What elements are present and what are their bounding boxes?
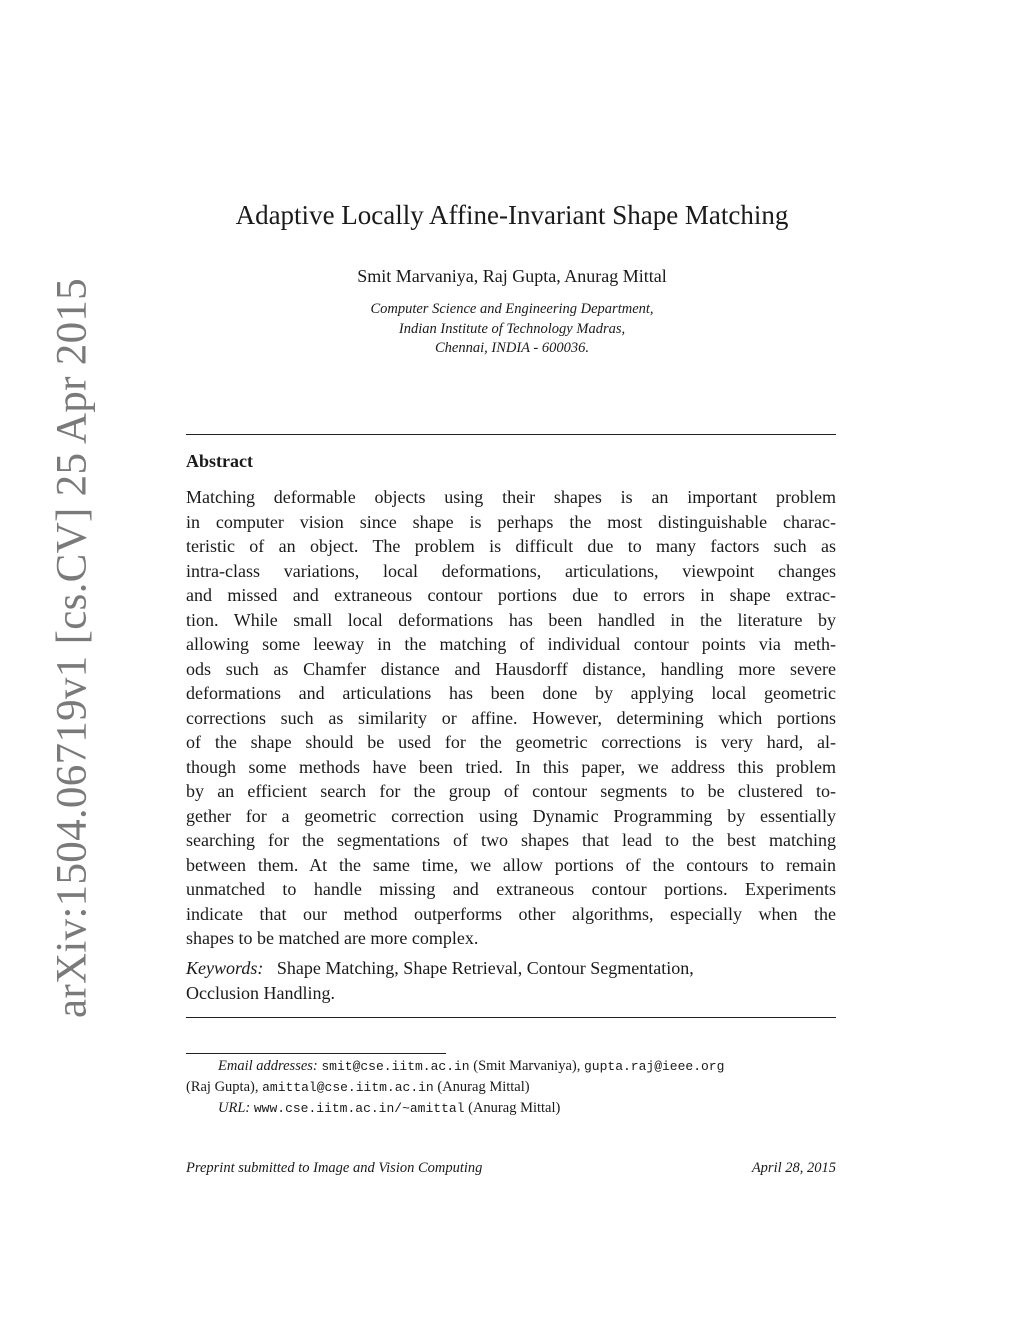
abstract-line: of the shape should be used for the geometric corrections is very hard, al-	[186, 732, 836, 752]
affiliation-line: Chennai, INDIA - 600036.	[435, 340, 589, 356]
affiliation-line: Computer Science and Engineering Department,	[370, 301, 654, 317]
author-name: (Anurag Mittal)	[437, 1079, 530, 1095]
abstract-line: by an efficient search for the group of contour segments to be clustered to-	[186, 781, 836, 801]
author-list: Smit Marvaniya, Raj Gupta, Anurag Mittal	[357, 266, 667, 286]
email-link[interactable]: smit@cse.iitm.ac.in	[321, 1059, 470, 1074]
abstract-line: searching for the segmentations of two shapes that lead to the best matching	[186, 830, 836, 850]
footer-date: April 28, 2015	[751, 1160, 836, 1176]
email-link[interactable]: amittal@cse.iitm.ac.in	[262, 1080, 434, 1095]
abstract-line: allowing some leeway in the matching of individual contour points via meth-	[186, 634, 836, 654]
keywords	[186, 956, 836, 1005]
author-name: (Raj Gupta),	[186, 1079, 259, 1095]
preprint-note: Preprint submitted to Image and Vision Computing	[186, 1160, 483, 1176]
url-link[interactable]: www.cse.iitm.ac.in/~amittal	[253, 1101, 465, 1116]
top-divider	[186, 434, 836, 435]
abstract-line: shapes to be matched are more complex.	[186, 928, 479, 948]
abstract-line: and missed and extraneous contour portions due to errors in shape extrac-	[186, 585, 836, 605]
footnote-divider	[186, 1053, 446, 1054]
abstract-line: though some methods have been tried. In this paper, we address this problem	[186, 756, 836, 777]
author-name: (Smit Marvaniya),	[473, 1058, 581, 1074]
abstract-body	[186, 485, 836, 951]
keywords-line: Occlusion Handling.	[186, 982, 335, 1003]
paper-title: Adaptive Locally Affine-Invariant Shape Matching	[235, 200, 789, 230]
abstract-line: teristic of an object. The problem is difficult due to many factors such as	[186, 536, 836, 556]
affiliation-line: Indian Institute of Technology Madras,	[398, 320, 626, 337]
author-name: (Anurag Mittal)	[468, 1100, 561, 1116]
footnote	[186, 1056, 836, 1119]
email-link[interactable]: gupta.raj@ieee.org	[583, 1059, 725, 1074]
abstract-line: Matching deformable objects using their shapes is an important problem	[186, 487, 836, 507]
email-label: Email addresses:	[218, 1058, 318, 1074]
abstract-line: gether for a geometric correction using Dynamic Programming by essentially	[186, 805, 836, 826]
keywords-label: Keywords:	[186, 958, 264, 978]
abstract-line: intra-class variations, local deformations, articulations, viewpoint changes	[186, 560, 836, 581]
abstract-line: tion. While small local deformations has been handled in the literature by	[186, 609, 836, 630]
abstract-line: indicate that our method outperforms other algorithms, especially when the	[186, 903, 836, 924]
abstract-line: ods such as Chamfer distance and Hausdorff distance, handling more severe	[186, 658, 836, 679]
abstract-line: unmatched to handle missing and extraneous contour portions. Experiments	[186, 879, 836, 899]
abstract-line: in computer vision since shape is perhaps the most distinguishable charac-	[186, 511, 836, 532]
abstract-line: corrections such as similarity or affine. However, determining which portions	[186, 707, 836, 728]
abstract-line: deformations and articulations has been done by applying local geometric	[186, 683, 836, 703]
keywords-line: Shape Matching, Shape Retrieval, Contour Segmentation,	[276, 958, 694, 978]
bottom-divider	[186, 1017, 836, 1018]
affiliation	[0, 300, 1024, 359]
arxiv-stamp: arXiv:1504.06719v1 [cs.CV] 25 Apr 2015	[48, 278, 96, 1018]
page-footer	[186, 1160, 836, 1177]
url-label: URL:	[218, 1100, 251, 1116]
abstract-line: between them. At the same time, we allow portions of the contours to remain	[186, 854, 836, 875]
abstract-heading: Abstract	[186, 451, 253, 471]
